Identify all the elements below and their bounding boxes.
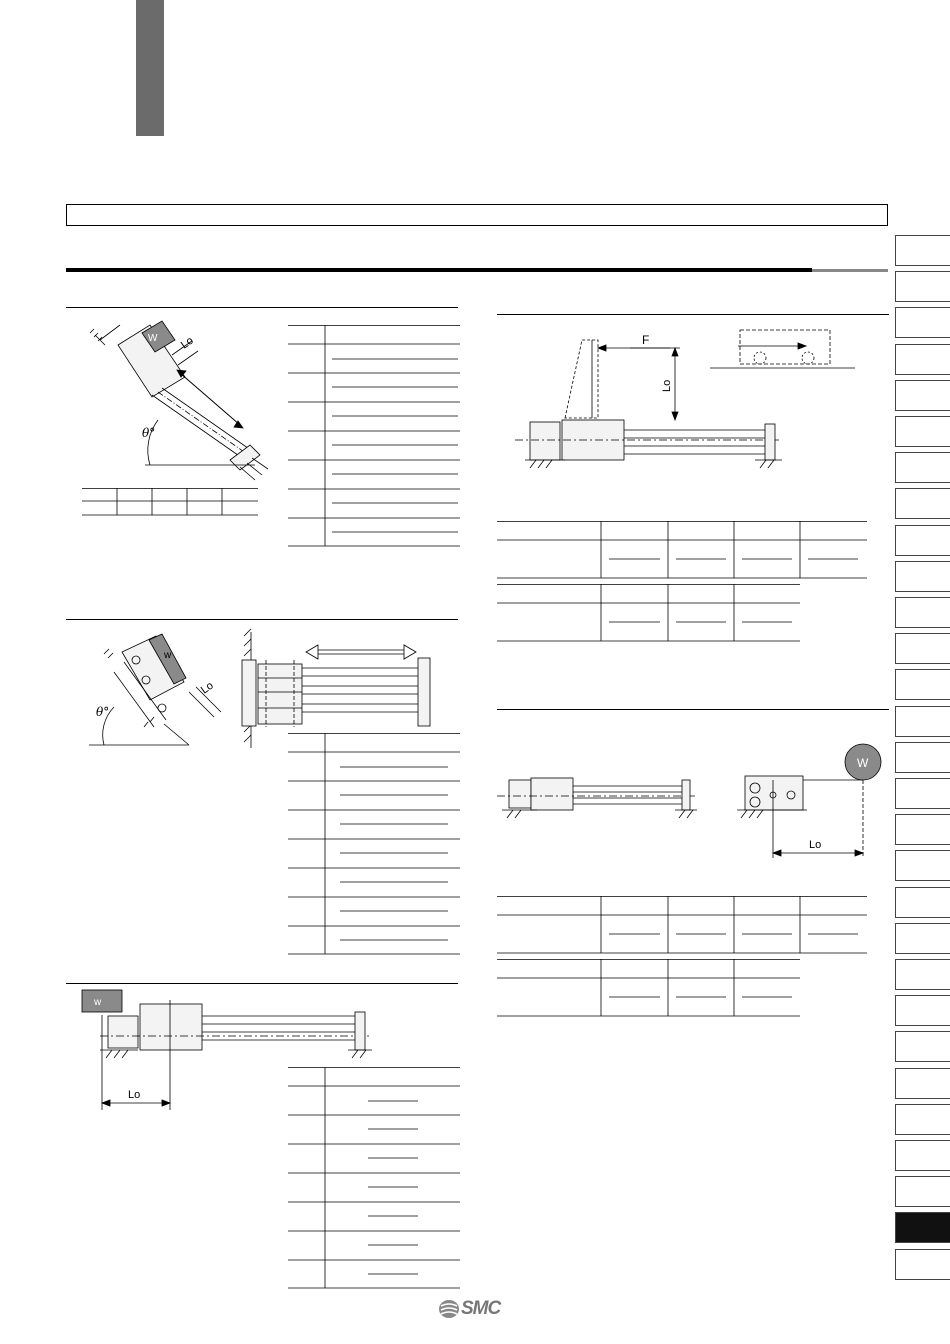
lateral-mount-diagram bbox=[84, 632, 244, 752]
sidebar-tab[interactable] bbox=[895, 1104, 950, 1135]
section-4-line bbox=[497, 314, 889, 315]
sidebar-tab[interactable] bbox=[895, 380, 950, 411]
sidebar-tab[interactable] bbox=[895, 307, 950, 338]
force-lo-label: Lo bbox=[661, 379, 673, 392]
smc-logo-icon bbox=[438, 1298, 460, 1320]
section-4-table-a bbox=[497, 521, 867, 579]
smc-logo-text: SMC bbox=[461, 1298, 501, 1319]
sidebar-tab[interactable] bbox=[895, 742, 950, 773]
sidebar-tab[interactable] bbox=[895, 850, 950, 881]
sidebar-tab[interactable] bbox=[895, 1140, 950, 1171]
sidebar-tab[interactable] bbox=[895, 923, 950, 954]
sidebar-tab[interactable] bbox=[895, 271, 950, 302]
section-1-line bbox=[66, 307, 458, 308]
sidebar-tab[interactable] bbox=[895, 706, 950, 737]
header-rule bbox=[66, 268, 812, 272]
sidebar-tab[interactable] bbox=[895, 452, 950, 483]
sidebar-tab[interactable] bbox=[895, 669, 950, 700]
header-grey-bar bbox=[136, 0, 164, 136]
header-rule-accent bbox=[812, 269, 888, 272]
lateral-weight-label: w bbox=[164, 650, 172, 661]
section-2-table bbox=[288, 733, 460, 955]
section-3-table bbox=[288, 1067, 460, 1289]
section-5-table-b bbox=[497, 959, 801, 1017]
sidebar-tab[interactable] bbox=[895, 778, 950, 809]
section-5-table-a bbox=[497, 896, 867, 954]
title-box bbox=[66, 204, 888, 226]
sidebar-tab[interactable] bbox=[895, 488, 950, 519]
section-4-table-b bbox=[497, 584, 801, 642]
inclined-mount-diagram bbox=[80, 315, 280, 485]
sidebar-tab[interactable] bbox=[895, 597, 950, 628]
offset-weight-label: W bbox=[857, 756, 869, 770]
horizontal-weight-label: w bbox=[94, 997, 102, 1008]
lateral-theta-label: θ° bbox=[96, 705, 110, 719]
section-1-table bbox=[288, 325, 460, 547]
sidebar-tab[interactable] bbox=[895, 995, 950, 1026]
offset-load-diagram bbox=[497, 740, 887, 870]
lateral-lo-label: Lo bbox=[198, 679, 216, 697]
sidebar-tab[interactable] bbox=[895, 1212, 950, 1243]
section-3-line bbox=[66, 983, 458, 984]
section-5-line bbox=[497, 709, 889, 710]
sidebar-tab[interactable] bbox=[895, 416, 950, 447]
lo-label: Lo bbox=[178, 334, 196, 352]
sidebar-tab[interactable] bbox=[895, 959, 950, 990]
sidebar-tab[interactable] bbox=[895, 814, 950, 845]
sidebar-tab[interactable] bbox=[895, 235, 950, 266]
sidebar-tab[interactable] bbox=[895, 525, 950, 556]
inclined-angle-table bbox=[82, 488, 258, 516]
weight-label: W bbox=[148, 333, 158, 344]
force-diagram bbox=[510, 330, 880, 470]
sidebar-tab[interactable] bbox=[895, 344, 950, 375]
horizontal-lo-label: Lo bbox=[128, 1089, 141, 1101]
wall-mount-diagram bbox=[236, 632, 436, 748]
sidebar-tab[interactable] bbox=[895, 633, 950, 664]
offset-lo-label: Lo bbox=[809, 839, 822, 851]
sidebar-tab[interactable] bbox=[895, 887, 950, 918]
sidebar-tab[interactable] bbox=[895, 1068, 950, 1099]
sidebar-tab[interactable] bbox=[895, 1176, 950, 1207]
sidebar-tab[interactable] bbox=[895, 1249, 950, 1280]
theta-label: θ° bbox=[142, 426, 156, 440]
sidebar-tab[interactable] bbox=[895, 561, 950, 592]
section-2-line bbox=[66, 619, 458, 620]
force-f-label: F bbox=[642, 333, 650, 347]
sidebar-tab[interactable] bbox=[895, 1031, 950, 1062]
